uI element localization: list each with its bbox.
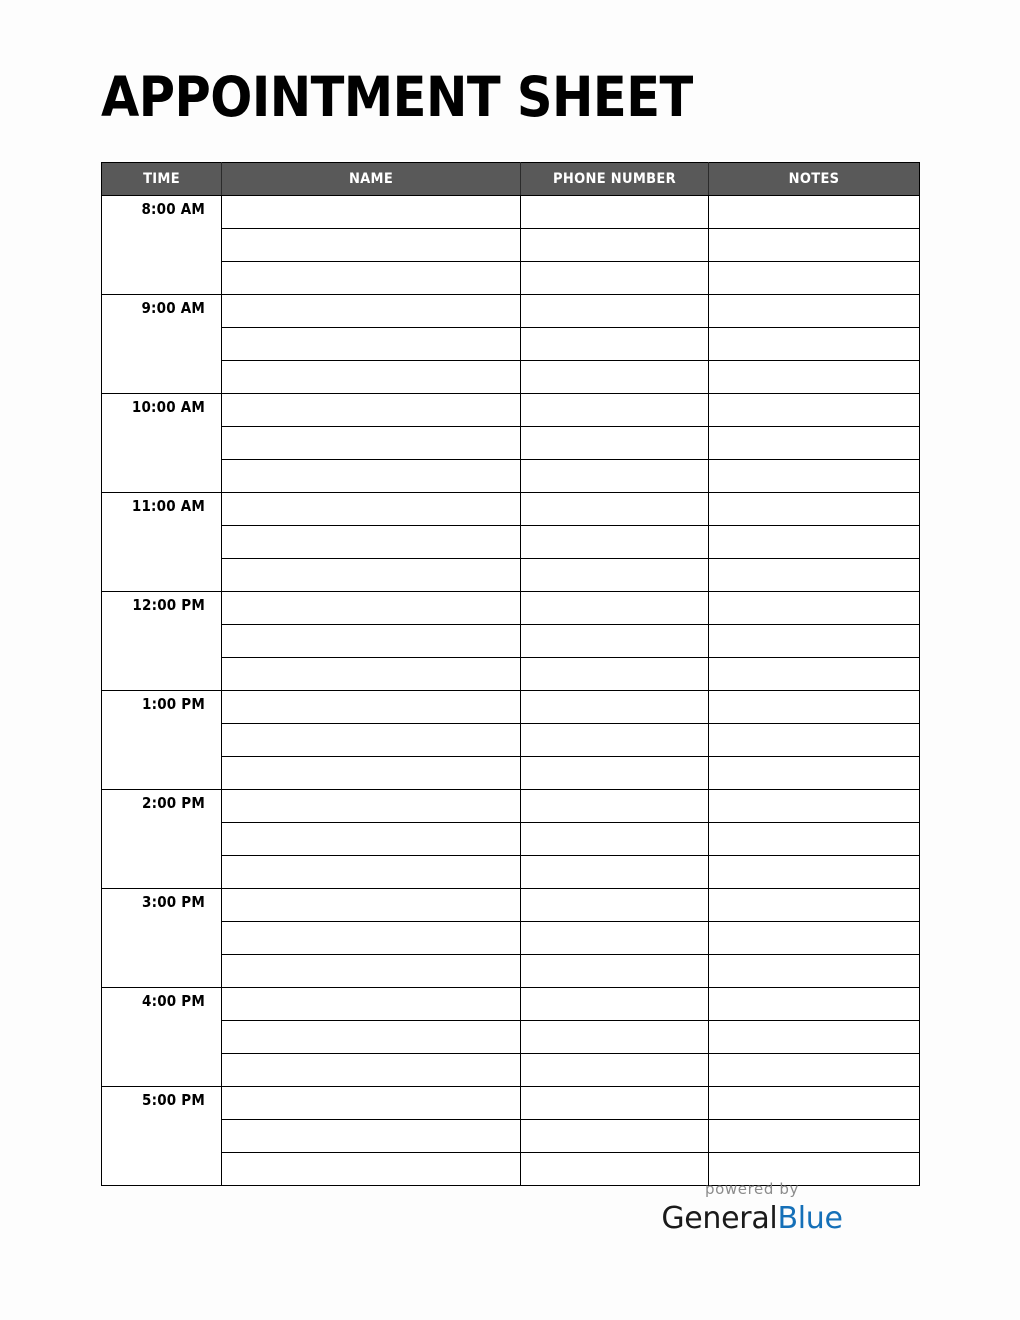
name-cell[interactable]	[222, 922, 521, 955]
name-cell[interactable]	[222, 493, 521, 526]
table-row	[102, 1021, 920, 1054]
page-title: APPOINTMENT SHEET	[101, 65, 693, 129]
name-cell[interactable]	[222, 1021, 521, 1054]
phone-cell[interactable]	[521, 988, 709, 1021]
notes-cell[interactable]	[709, 823, 920, 856]
name-cell[interactable]	[222, 427, 521, 460]
notes-cell[interactable]	[709, 559, 920, 592]
table-row	[102, 394, 920, 427]
time-label-cell: 10:00 AM	[102, 394, 222, 493]
name-cell[interactable]	[222, 823, 521, 856]
phone-cell[interactable]	[521, 625, 709, 658]
time-label-cell: 3:00 PM	[102, 889, 222, 988]
table-row	[102, 922, 920, 955]
time-label-cell: 1:00 PM	[102, 691, 222, 790]
name-cell[interactable]	[222, 889, 521, 922]
phone-cell[interactable]	[521, 823, 709, 856]
phone-cell[interactable]	[521, 262, 709, 295]
phone-cell[interactable]	[521, 295, 709, 328]
table-row	[102, 295, 920, 328]
column-header-time: TIME	[102, 163, 222, 196]
phone-cell[interactable]	[521, 691, 709, 724]
table-row	[102, 526, 920, 559]
phone-cell[interactable]	[521, 757, 709, 790]
phone-cell[interactable]	[521, 592, 709, 625]
table-row	[102, 196, 920, 229]
phone-cell[interactable]	[521, 1021, 709, 1054]
notes-cell[interactable]	[709, 592, 920, 625]
table-row	[102, 724, 920, 757]
name-cell[interactable]	[222, 229, 521, 262]
notes-cell[interactable]	[709, 691, 920, 724]
logo-text-general: General	[661, 1201, 778, 1236]
phone-cell[interactable]	[521, 526, 709, 559]
notes-cell[interactable]	[709, 889, 920, 922]
brand-footer	[632, 1180, 872, 1236]
table-row	[102, 427, 920, 460]
notes-cell[interactable]	[709, 361, 920, 394]
time-label-cell: 11:00 AM	[102, 493, 222, 592]
notes-cell[interactable]	[709, 625, 920, 658]
table-row	[102, 328, 920, 361]
phone-cell[interactable]	[521, 1120, 709, 1153]
time-label-cell: 12:00 PM	[102, 592, 222, 691]
notes-cell[interactable]	[709, 790, 920, 823]
table-row	[102, 460, 920, 493]
phone-cell[interactable]	[521, 856, 709, 889]
phone-cell[interactable]	[521, 229, 709, 262]
time-label-cell: 4:00 PM	[102, 988, 222, 1087]
table-row	[102, 988, 920, 1021]
name-cell[interactable]	[222, 196, 521, 229]
name-cell[interactable]	[222, 625, 521, 658]
time-label-cell: 5:00 PM	[102, 1087, 222, 1186]
table-row	[102, 823, 920, 856]
notes-cell[interactable]	[709, 295, 920, 328]
notes-cell[interactable]	[709, 229, 920, 262]
table-row	[102, 790, 920, 823]
notes-cell[interactable]	[709, 262, 920, 295]
name-cell[interactable]	[222, 988, 521, 1021]
notes-cell[interactable]	[709, 1120, 920, 1153]
notes-cell[interactable]	[709, 394, 920, 427]
name-cell[interactable]	[222, 361, 521, 394]
notes-cell[interactable]	[709, 196, 920, 229]
phone-cell[interactable]	[521, 889, 709, 922]
name-cell[interactable]	[222, 328, 521, 361]
table-row	[102, 229, 920, 262]
name-cell[interactable]	[222, 1120, 521, 1153]
name-cell[interactable]	[222, 856, 521, 889]
phone-cell[interactable]	[521, 394, 709, 427]
name-cell[interactable]	[222, 757, 521, 790]
phone-cell[interactable]	[521, 1054, 709, 1087]
table-row	[102, 262, 920, 295]
logo-text-blue: Blue	[777, 1201, 843, 1236]
name-cell[interactable]	[222, 262, 521, 295]
column-header-name: NAME	[222, 163, 521, 196]
table-body	[102, 196, 920, 1186]
table-row	[102, 559, 920, 592]
notes-cell[interactable]	[709, 1021, 920, 1054]
notes-cell[interactable]	[709, 526, 920, 559]
phone-cell[interactable]	[521, 955, 709, 988]
appointment-table	[101, 162, 920, 1186]
name-cell[interactable]	[222, 790, 521, 823]
phone-cell[interactable]	[521, 361, 709, 394]
phone-cell[interactable]	[521, 658, 709, 691]
name-cell[interactable]	[222, 658, 521, 691]
name-cell[interactable]	[222, 295, 521, 328]
phone-cell[interactable]	[521, 559, 709, 592]
name-cell[interactable]	[222, 724, 521, 757]
phone-cell[interactable]	[521, 724, 709, 757]
column-header-notes: NOTES	[709, 163, 920, 196]
table-row	[102, 592, 920, 625]
name-cell[interactable]	[222, 592, 521, 625]
notes-cell[interactable]	[709, 1087, 920, 1120]
notes-cell[interactable]	[709, 493, 920, 526]
notes-cell[interactable]	[709, 724, 920, 757]
notes-cell[interactable]	[709, 658, 920, 691]
time-label-cell: 8:00 AM	[102, 196, 222, 295]
table-row	[102, 361, 920, 394]
phone-cell[interactable]	[521, 328, 709, 361]
notes-cell[interactable]	[709, 460, 920, 493]
name-cell[interactable]	[222, 559, 521, 592]
notes-cell[interactable]	[709, 856, 920, 889]
phone-cell[interactable]	[521, 427, 709, 460]
name-cell[interactable]	[222, 955, 521, 988]
notes-cell[interactable]	[709, 328, 920, 361]
table-row	[102, 658, 920, 691]
name-cell[interactable]	[222, 1054, 521, 1087]
powered-by-label: powered by	[705, 1180, 799, 1198]
table-row	[102, 625, 920, 658]
phone-cell[interactable]	[521, 1087, 709, 1120]
table-row	[102, 1087, 920, 1120]
name-cell[interactable]	[222, 1087, 521, 1120]
table-row	[102, 889, 920, 922]
phone-cell[interactable]	[521, 922, 709, 955]
table-row	[102, 856, 920, 889]
phone-cell[interactable]	[521, 493, 709, 526]
notes-cell[interactable]	[709, 1054, 920, 1087]
table-row	[102, 1054, 920, 1087]
table-header-row	[102, 163, 920, 196]
table-row	[102, 691, 920, 724]
time-label-cell: 2:00 PM	[102, 790, 222, 889]
notes-cell[interactable]	[709, 427, 920, 460]
name-cell[interactable]	[222, 1153, 521, 1186]
notes-cell[interactable]	[709, 922, 920, 955]
table-header	[102, 163, 920, 196]
name-cell[interactable]	[222, 526, 521, 559]
generalblue-logo	[632, 1202, 872, 1236]
table-row	[102, 1120, 920, 1153]
phone-cell[interactable]	[521, 460, 709, 493]
table-row	[102, 493, 920, 526]
phone-cell[interactable]	[521, 196, 709, 229]
notes-cell[interactable]	[709, 955, 920, 988]
notes-cell[interactable]	[709, 988, 920, 1021]
table-row	[102, 955, 920, 988]
name-cell[interactable]	[222, 394, 521, 427]
name-cell[interactable]	[222, 460, 521, 493]
phone-cell[interactable]	[521, 790, 709, 823]
column-header-phone: PHONE NUMBER	[521, 163, 709, 196]
table-row	[102, 757, 920, 790]
notes-cell[interactable]	[709, 757, 920, 790]
time-label-cell: 9:00 AM	[102, 295, 222, 394]
name-cell[interactable]	[222, 691, 521, 724]
